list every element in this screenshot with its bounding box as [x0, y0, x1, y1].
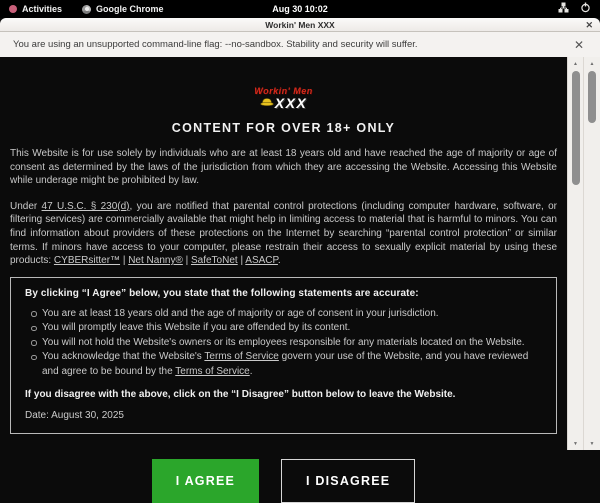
list-item — [42, 350, 542, 379]
p2-end-text: . — [277, 255, 281, 267]
scroll-down-icon[interactable]: ▼ — [589, 441, 595, 447]
list-item — [42, 307, 542, 322]
chrome-infobar — [0, 32, 600, 57]
page-scrollbar-thumb[interactable] — [572, 71, 580, 185]
infobar-message: You are using an unsupported command-line flag: --no-sandbox. Stability and security will suffer. — [13, 39, 418, 50]
date-line: Date: August 30, 2025 — [25, 410, 124, 422]
page-content — [0, 57, 567, 489]
age-statement-text: This Website is for use solely by individuals who are at least 18 years old and have reached the age of majority or age of consent as determined by the laws of the jurisdiction from which they are accessing the Website. Accessing this Website while underage might be prohibited by law. — [10, 148, 557, 187]
gnome-top-bar — [0, 0, 600, 18]
bullet4-end-text: . — [249, 365, 253, 377]
cybersitter-link[interactable]: CYBERsitter™ — [53, 255, 121, 267]
page-scrollbar[interactable] — [567, 57, 583, 450]
agreement-intro: By clicking “I Agree” below, you state that the following statements are accurate: — [25, 287, 419, 299]
bullet1-text: You are at least 18 years old and the age of majority or age of consent in your jurisdiction. — [42, 307, 439, 319]
p2-mid-text: , you are notified that parental control protections (including computer hardware, software, or filtering services) are commercially available that might help in limiting access to material that is harmful to minors. You can find information about providers of these protections on the Internet by searching “parental control protection” or similar terms. If minors have access to your computer, please restrain their access to sexually explicit material by using these products: — [10, 200, 557, 267]
activities-indicator-icon — [9, 5, 17, 13]
activities-button[interactable] — [9, 4, 62, 14]
parental-controls-paragraph — [10, 200, 557, 268]
page-title: CONTENT FOR OVER 18+ ONLY — [171, 121, 396, 135]
list-item — [42, 321, 542, 336]
safetonet-link[interactable]: SafeToNet — [190, 255, 238, 267]
bullet2-text: You will promptly leave this Website if you are offended by its content. — [42, 322, 351, 334]
scroll-up-icon[interactable]: ▲ — [589, 61, 595, 67]
site-logo-xxx: XXX — [274, 95, 308, 111]
age-statement-paragraph — [10, 147, 557, 188]
focused-app-label: Google Chrome — [96, 4, 164, 14]
clock[interactable]: Aug 30 10:02 — [272, 4, 328, 14]
agreement-box — [10, 277, 557, 435]
window-close-icon[interactable]: ✕ — [585, 20, 593, 30]
top-bar-system-tray[interactable] — [558, 0, 600, 18]
infobar-close-icon[interactable]: ✕ — [573, 37, 584, 52]
scroll-down-icon[interactable]: ▼ — [573, 441, 578, 447]
focused-app-menu[interactable] — [82, 4, 164, 14]
agreement-bullet-list — [25, 307, 542, 380]
scroll-up-icon[interactable]: ▲ — [573, 61, 578, 67]
usc-230d-link[interactable]: 47 U.S.C. § 230(d) — [41, 200, 130, 212]
bullet4-pre-text: You acknowledge that the Website's — [42, 351, 205, 363]
activities-label: Activities — [22, 4, 63, 14]
power-icon — [580, 0, 591, 18]
terms-of-service-link[interactable]: Terms of Service — [204, 351, 279, 363]
window-title: Workin' Men XXX — [265, 19, 335, 30]
product-separator: | — [237, 255, 246, 267]
i-agree-button[interactable]: I AGREE — [152, 459, 259, 503]
window-scrollbar-thumb[interactable] — [588, 71, 596, 123]
list-item — [42, 336, 542, 351]
window-scrollbar[interactable] — [583, 57, 600, 450]
disagree-instruction: If you disagree with the above, click on the “I Disagree” button below to leave the Website. — [25, 389, 456, 401]
bullet3-text: You will not hold the Website's owners or its employees responsible for any materials located on the Website. — [42, 336, 525, 348]
window-title-bar[interactable] — [0, 18, 600, 32]
consent-buttons-row — [0, 459, 567, 503]
bullet4-mid-text: govern your use of the Website, and you have reviewed and agree to be bound by the — [42, 351, 529, 377]
i-disagree-button[interactable]: I DISAGREE — [281, 459, 415, 503]
netnanny-link[interactable]: Net Nanny® — [128, 255, 183, 267]
site-logo — [0, 86, 567, 112]
chrome-icon — [82, 5, 91, 14]
top-bar-left — [0, 4, 164, 14]
site-logo-wordmark: Workin' Men — [254, 86, 313, 96]
terms-of-service-link[interactable]: Terms of Service — [175, 365, 250, 377]
p2-pre-text: Under — [10, 200, 42, 212]
product-separator: | — [182, 255, 191, 267]
network-icon — [558, 0, 569, 18]
asacp-link[interactable]: ASACP — [245, 255, 278, 267]
site-logo-xxx-row — [0, 94, 567, 112]
hard-hat-icon — [260, 94, 274, 112]
product-separator: | — [120, 255, 129, 267]
